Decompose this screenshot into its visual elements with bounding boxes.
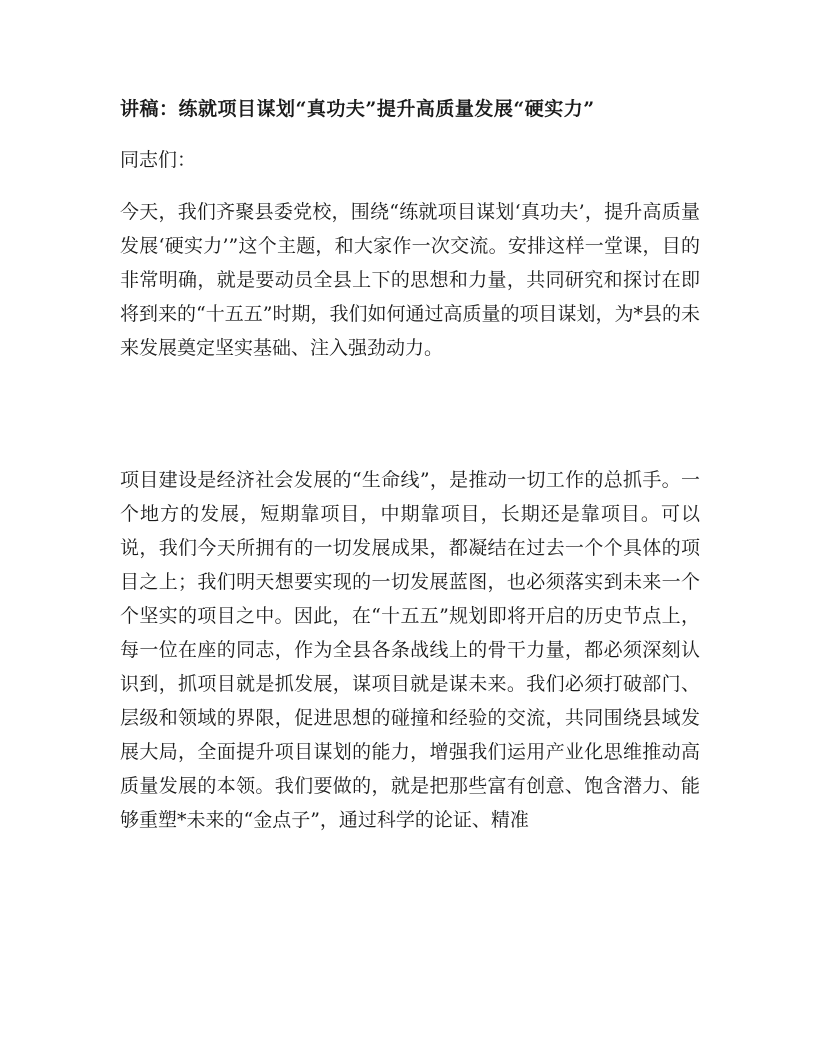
paragraph-1: 今天，我们齐聚县委党校，围绕“练就项目谋划‘真功夫’，提升高质量发展‘硬实力’”这个主题，和大家作一次交流。安排这样一堂课，目的非常明确，就是要动员全县上下的思想和力量，共同研究和探讨在即将到来的“十五五”时期，我们如何通过高质量的项目谋划，为*县的未来发展奠定坚实基础、注入强劲动力。 — [120, 201, 700, 359]
salutation: 同志们： — [120, 149, 197, 171]
paragraph-2: 项目建设是经济社会发展的“生命线”，是推动一切工作的总抓手。一个地方的发展，短期靠项目，中期靠项目，长期还是靠项目。可以说，我们今天所拥有的一切发展成果，都凝结在过去一个个具体的项目之上；我们明天想要实现的一切发展蓝图，也必须落实到未来一个个坚实的项目之中。因此，在“十五五”规划即将开启的历史节点上，每一位在座的同志，作为全县各条战线上的骨干力量，都必须深刻认识到，抓项目就是抓发展，谋项目就是谋未来。我们必须打破部门、层级和领域的界限，促进思想的碰撞和经验的交流，共同围绕县域发展大局，全面提升项目谋划的能力，增强我们运用产业化思维推动高质量发展的本领。我们要做的，就是把那些富有创意、饱含潜力、能够重塑*未来的“金点子”，通过科学的论证、精准 — [120, 469, 700, 831]
document-title: 讲稿：练就项目谋划“真功夫”提升高质量发展“硬实力” — [120, 98, 595, 120]
